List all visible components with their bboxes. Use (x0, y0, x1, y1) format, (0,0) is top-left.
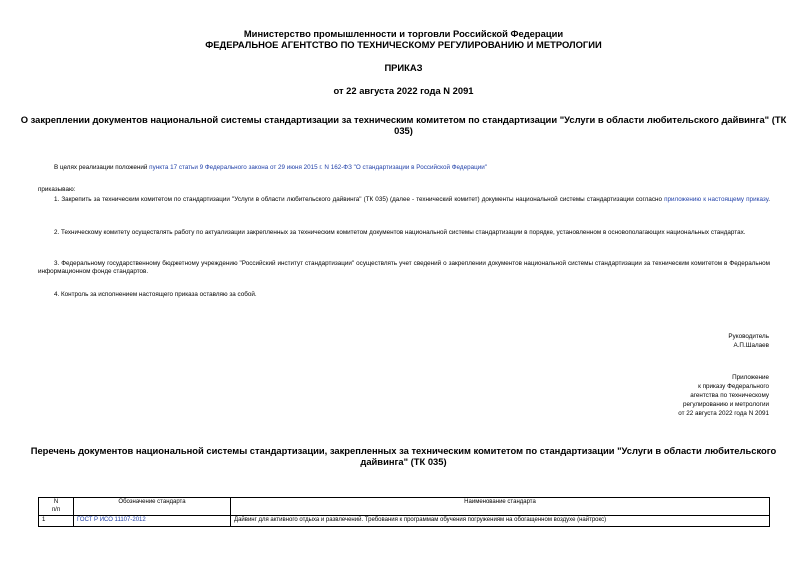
table-row (39, 516, 770, 527)
signature-name: А.П.Шалаев (733, 342, 769, 349)
row-number: 1 (39, 516, 74, 527)
preamble (54, 164, 774, 172)
col-name-header: Наименование стандарта (231, 498, 770, 516)
law-link[interactable]: пункта 17 статьи 9 Федерального закона от 29 июня 2015 г. N 162-ФЗ "О стандартизации в Российской Федерации" (149, 164, 487, 171)
appendix-line5: от 22 августа 2022 года N 2091 (678, 410, 769, 417)
list-title-line1: Перечень документов национальной системы стандартизации, закрепленных за техническим комитетом по стандартизации "Услуги в области любительского (30, 445, 777, 456)
col-designation-header: Обозначение стандарта (74, 498, 231, 516)
appendix-line1: Приложение (732, 374, 769, 381)
item-1-text: 1. Закрепить за техническим комитетом по стандартизации "Услуги в области любительского дайвинга" (ТК 035) (далее - технический комитет) документы национальной системы стандартизации согласно (54, 196, 662, 203)
appendix-link[interactable]: приложению к настоящему приказу (664, 196, 769, 203)
preamble-text: В целях реализации положений (54, 164, 150, 171)
appendix-line3: агентства по техническому (690, 392, 769, 399)
order-word: приказываю: (38, 186, 76, 193)
standards-table (38, 497, 770, 527)
standard-link[interactable]: ГОСТ Р ИСО 11107-2012 (74, 516, 231, 527)
table-header-row (39, 498, 770, 516)
appendix-line2: к приказу Федерального (698, 383, 769, 390)
item-4: 4. Контроль за исполнением настоящего приказа оставляю за собой. (54, 291, 257, 298)
document-date: от 22 августа 2022 года N 2091 (333, 85, 474, 96)
item-1-end: . (768, 196, 770, 203)
item-3: 3. Федеральному государственному бюджетному учреждению "Российский институт стандартизации" осуществлять учет сведений о закреплении документов национальной системы стандартизации за техническим комитетом в Федеральном информационном фонде стандартов. (38, 260, 770, 276)
agency-name: ФЕДЕРАЛЬНОЕ АГЕНТСТВО ПО ТЕХНИЧЕСКОМУ РЕГУЛИРОВАНИЮ И МЕТРОЛОГИИ (205, 39, 602, 50)
list-title-line2: дайвинга" (ТК 035) (360, 456, 447, 467)
item-2: 2. Техническому комитету осуществлять работу по актуализации закрепленных за техническим комитетом документов национальной системы стандартизации в порядке, установленном в основополагающих национальных стандартах. (54, 229, 746, 236)
document-type: ПРИКАЗ (384, 62, 423, 73)
signature-position: Руководитель (728, 333, 769, 340)
item-1 (38, 196, 770, 213)
standard-name: Дайвинг для активного отдыха и развлечений. Требования к программам обучения погружениям на обогащенном воздухе (найтрокс) (231, 516, 770, 527)
col-number-sub: п/п (51, 506, 61, 513)
document-title-line1: О закреплении документов национальной системы стандартизации за техническим комитетом по стандартизации "Услуги в области любительского дайвинга" (ТК (20, 114, 787, 125)
appendix-line4: регулированию и метрологии (683, 401, 769, 408)
ministry-name: Министерство промышленности и торговли Российской Федерации (243, 28, 564, 39)
col-number-header (39, 498, 74, 516)
col-number-label: N (53, 499, 59, 505)
document-title-line2: 035) (394, 125, 413, 136)
